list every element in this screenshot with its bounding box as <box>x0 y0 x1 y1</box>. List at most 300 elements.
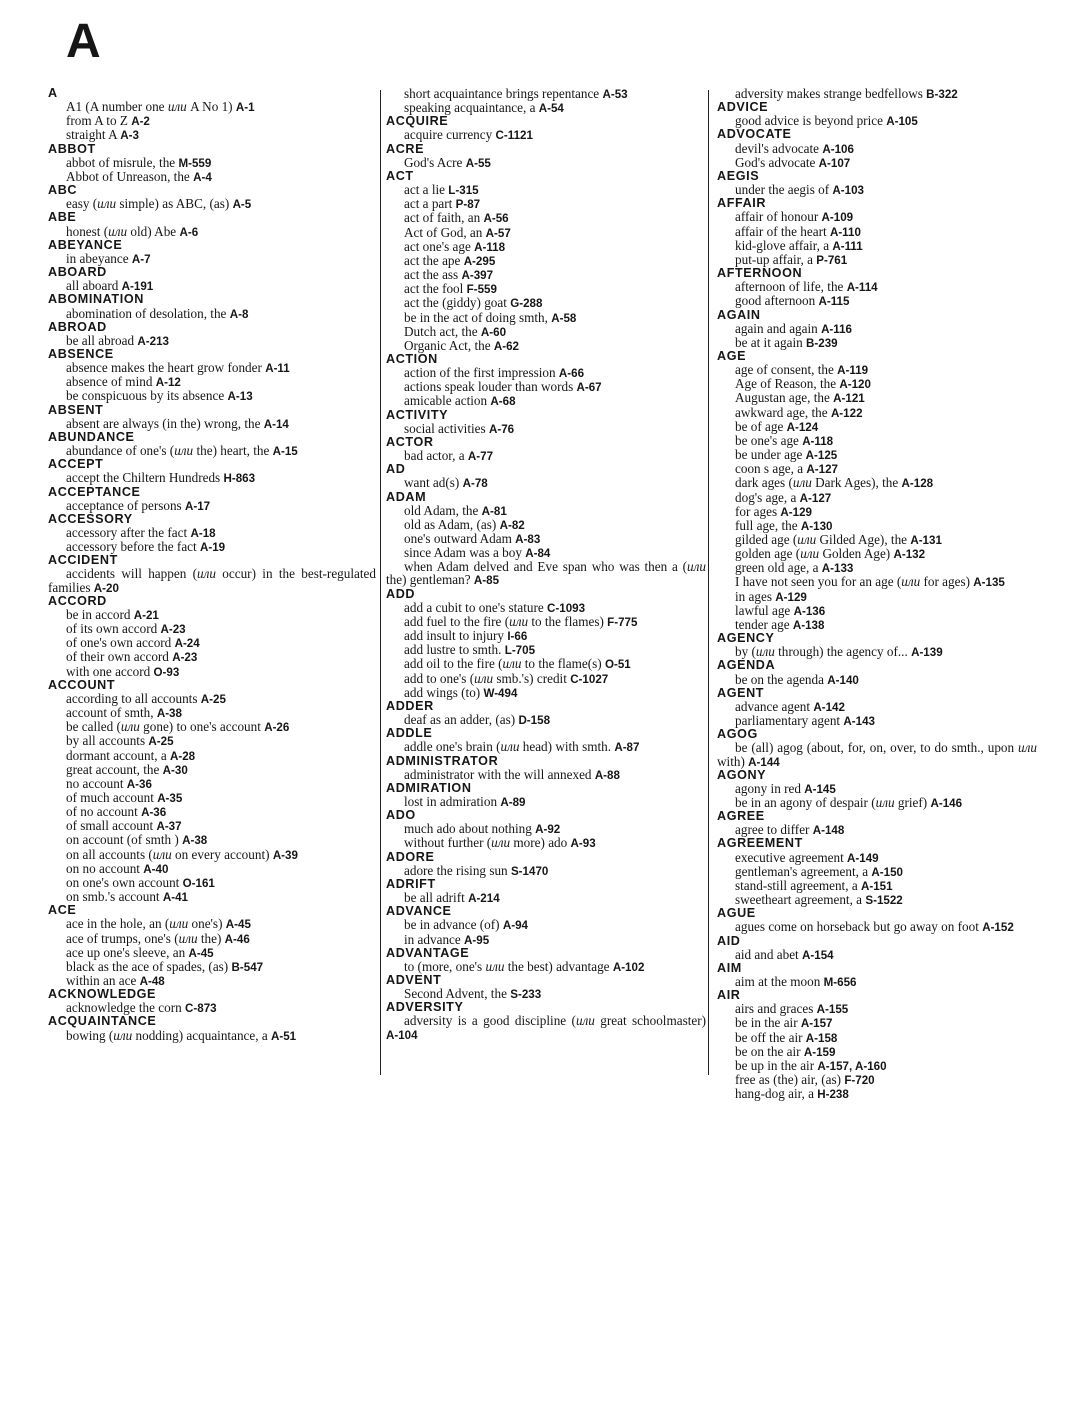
phrase-entry <box>717 1016 1037 1030</box>
phrase-text: afternoon of life, the <box>735 279 847 295</box>
phrase-text: by ( <box>735 644 756 660</box>
phrase-ref: A-60 <box>480 325 507 339</box>
phrase-text: easy ( <box>66 196 98 212</box>
phrase-ref: A-157, A-160 <box>817 1059 887 1073</box>
phrase-entry <box>386 226 706 240</box>
phrase-text: of much account <box>66 789 158 805</box>
phrase-italic-or: или <box>687 559 706 575</box>
headword: ADDER <box>386 698 434 713</box>
phrase-entry <box>48 279 376 293</box>
phrase-text: act of faith, an <box>404 210 484 226</box>
phrase-ref: A-133 <box>821 562 854 576</box>
phrase-ref: A-111 <box>832 239 863 253</box>
phrase-text: of its own accord <box>66 621 161 637</box>
headword: ADMINISTRATOR <box>386 753 499 768</box>
phrase-text: act one's age <box>404 238 475 254</box>
phrase-text: I have not seen you for an age ( <box>735 574 902 590</box>
phrase-text: since Adam was a boy <box>404 545 526 561</box>
phrase-ref: D-158 <box>518 714 551 728</box>
phrase-text-rest: to the flames) <box>528 613 608 629</box>
phrase-ref: A-127 <box>799 491 832 505</box>
phrase-ref: A-214 <box>468 892 500 906</box>
phrase-entry <box>48 749 376 763</box>
phrase-entry <box>48 170 376 184</box>
phrase-text: be one's age <box>735 432 803 448</box>
phrase-entry <box>48 252 376 266</box>
phrase-ref: O-51 <box>604 658 631 672</box>
phrase-ref: A-105 <box>886 115 918 129</box>
phrase-text: God's advocate <box>735 154 819 170</box>
headword: ACQUIRE <box>386 114 449 129</box>
headword: AGREE <box>717 809 765 824</box>
phrase-entry <box>386 504 706 518</box>
phrase-text: on all accounts ( <box>66 846 153 862</box>
phrase-ref: A-140 <box>827 673 859 687</box>
phrase-entry <box>717 700 1037 714</box>
headword: ADRIFT <box>386 876 436 891</box>
headword: ACCEPT <box>48 457 104 472</box>
page-letter: A <box>66 15 101 68</box>
headword: ABSENT <box>48 402 104 417</box>
phrase-entry <box>386 394 706 408</box>
phrase-italic-or: или <box>792 475 812 491</box>
phrase-text: stand-still agreement, a <box>735 877 861 893</box>
phrase-entry <box>48 225 376 239</box>
phrase-text: amicable action <box>404 393 491 409</box>
phrase-ref: P-87 <box>455 198 481 212</box>
phrase-entry <box>386 672 706 686</box>
phrase-text: tender age <box>735 616 793 632</box>
phrase-text: Age of Reason, the <box>735 376 840 392</box>
phrase-ref: A-36 <box>126 777 152 791</box>
phrase-entry <box>717 239 1037 253</box>
phrase-entry <box>717 114 1037 128</box>
phrase-entry <box>386 987 706 1001</box>
phrase-text: be on the air <box>735 1043 804 1059</box>
phrase-ref: A-115 <box>818 295 850 309</box>
phrase-ref: A-148 <box>812 824 845 838</box>
phrase-entry <box>48 375 376 389</box>
phrase-ref: A-28 <box>170 749 196 763</box>
phrase-ref: O-161 <box>182 876 215 890</box>
phrase-entry <box>48 526 376 540</box>
phrase-entry <box>386 740 706 754</box>
phrase-text: awkward age, the <box>735 404 831 420</box>
phrase-text: with one accord <box>66 663 154 679</box>
phrase-italic-or: или <box>178 930 198 946</box>
phrase-ref: A-397 <box>461 269 494 283</box>
phrase-entry <box>48 876 376 890</box>
phrase-ref: A-158 <box>805 1031 838 1045</box>
phrase-entry <box>386 296 706 310</box>
phrase-ref: A-4 <box>193 170 212 184</box>
phrase-ref: A-155 <box>816 1003 849 1017</box>
phrase-text: of no account <box>66 804 142 820</box>
phrase-text-rest: the best) advantage <box>504 958 613 974</box>
phrase-ref: A-39 <box>272 848 298 862</box>
headword: ACRE <box>386 141 425 156</box>
phrase-text: add lustre to smth. <box>404 642 505 658</box>
phrase-entry <box>386 183 706 197</box>
headword: ACTION <box>386 351 438 366</box>
phrase-entry <box>386 240 706 254</box>
headword: AID <box>717 933 741 948</box>
phrase-entry <box>48 862 376 876</box>
phrase-ref: A-55 <box>465 156 491 170</box>
phrase-text: by all accounts <box>66 733 149 749</box>
phrase-text: affair of honour <box>735 209 822 225</box>
phrase-entry <box>48 1001 376 1015</box>
phrase-entry <box>386 101 706 115</box>
phrase-ref: F-720 <box>844 1074 875 1088</box>
phrase-entry <box>386 960 706 974</box>
phrase-entry <box>717 505 1037 519</box>
phrase-ref: A-81 <box>481 504 507 518</box>
phrase-ref: A-20 <box>93 581 119 595</box>
phrase-text: bad actor, a <box>404 448 468 464</box>
phrase-text: full age, the <box>735 517 801 533</box>
phrase-entry <box>717 462 1037 476</box>
headword: ACTOR <box>386 434 434 449</box>
phrase-ref: A-146 <box>930 796 963 810</box>
phrase-entry <box>386 532 706 546</box>
phrase-entry <box>48 946 376 960</box>
phrase-text: addle one's brain ( <box>404 739 501 755</box>
phrase-text: within an ace <box>66 973 140 988</box>
phrase-ref: A-107 <box>818 156 851 170</box>
phrase-text-rest: Golden Age) <box>819 546 894 562</box>
headword: AGONY <box>717 767 767 782</box>
phrase-entry <box>48 608 376 622</box>
phrase-ref: A-66 <box>558 367 585 381</box>
phrase-entry <box>48 471 376 485</box>
phrase-ref: M-656 <box>823 976 857 989</box>
phrase-entry <box>386 822 706 836</box>
phrase-ref: A-136 <box>793 604 826 618</box>
phrase-italic-or: или <box>197 566 216 582</box>
phrase-ref: A-25 <box>148 735 174 749</box>
phrase-text-rest: head) with smth. <box>519 739 615 755</box>
phrase-ref: A-139 <box>911 646 943 660</box>
phrase-text: dog's age, a <box>735 489 800 505</box>
phrase-ref: A-118 <box>802 434 834 448</box>
headword: AGENT <box>717 685 765 700</box>
phrase-text: be under age <box>735 447 806 463</box>
phrase-italic-or: или <box>875 794 895 810</box>
headword: ADVERSITY <box>386 1000 464 1015</box>
phrase-entry <box>48 974 376 988</box>
phrase-entry <box>717 491 1037 505</box>
phrase-entry <box>717 377 1037 391</box>
phrase-text: put-up affair, a <box>735 251 817 267</box>
headword: ABSENCE <box>48 346 114 361</box>
phrase-entry <box>386 156 706 170</box>
phrase-ref: A-130 <box>800 519 833 533</box>
phrase-italic-or: или <box>575 1013 595 1029</box>
phrase-text: much ado about nothing <box>404 821 536 837</box>
phrase-text-rest: gone) to one's account <box>139 719 265 735</box>
phrase-ref: A-30 <box>162 763 188 777</box>
phrase-entry <box>717 363 1037 377</box>
phrase-ref: A-3 <box>120 129 139 143</box>
phrase-ref: S-1470 <box>510 864 549 878</box>
phrase-entry <box>386 380 706 394</box>
phrase-text: Organic Act, the <box>404 337 494 353</box>
phrase-entry <box>717 225 1037 239</box>
phrase-ref: F-775 <box>607 615 638 629</box>
phrase-ref: A-12 <box>155 376 181 390</box>
phrase-ref: A-82 <box>499 518 525 532</box>
phrase-text: act the fool <box>404 281 467 297</box>
phrase-entry <box>386 339 706 353</box>
phrase-entry <box>717 1045 1037 1059</box>
phrase-ref: A-149 <box>847 851 879 865</box>
phrase-entry <box>48 777 376 791</box>
phrase-text: old Adam, the <box>404 502 482 518</box>
headword: AGOG <box>717 727 758 742</box>
phrase-ref: A-46 <box>224 932 250 946</box>
phrase-entry <box>386 768 706 782</box>
phrase-entry <box>386 366 706 380</box>
phrase-entry <box>386 918 706 932</box>
phrase-entry <box>48 819 376 833</box>
phrase-text: God's Acre <box>404 154 466 170</box>
phrase-entry <box>717 851 1037 865</box>
phrase-text: Augustan age, the <box>735 390 834 406</box>
phrase-text: adversity makes strange bedfellows <box>735 86 927 101</box>
phrase-ref: A-84 <box>525 547 551 561</box>
phrase-text: affair of the heart <box>735 223 830 239</box>
phrase-ref: A-56 <box>483 212 509 226</box>
headword: ADDLE <box>386 726 433 741</box>
phrase-entry <box>48 720 376 734</box>
headword: ADVOCATE <box>717 127 792 142</box>
phrase-text: agues come on horseback but go away on foot <box>735 919 983 935</box>
phrase-entry <box>48 848 376 862</box>
phrase-entry <box>717 893 1037 907</box>
phrase-text: free as (the) air, (as) <box>735 1072 845 1088</box>
phrase-entry <box>48 665 376 679</box>
headword: ADVANTAGE <box>386 945 470 960</box>
phrase-entry <box>386 1014 706 1041</box>
phrase-text: act the ape <box>404 252 464 268</box>
phrase-text: be in advance (of) <box>404 917 503 933</box>
headword: ABBOT <box>48 141 96 156</box>
phrase-ref: A-95 <box>464 933 490 947</box>
phrase-text: accept the Chiltern Hundreds <box>66 470 224 486</box>
phrase-text: agony in red <box>735 780 805 796</box>
phrase-ref: A-142 <box>813 700 845 714</box>
headword: ADMIRATION <box>386 780 472 795</box>
phrase-ref: A-131 <box>910 534 942 547</box>
phrase-entry <box>48 307 376 321</box>
phrase-entry <box>717 253 1037 267</box>
phrase-text: sweetheart agreement, a <box>735 892 866 908</box>
phrase-text: for ages <box>735 503 781 519</box>
phrase-entry <box>717 434 1037 448</box>
phrase-italic-or: или <box>755 644 775 660</box>
phrase-ref: A-110 <box>829 225 861 239</box>
phrase-text: one's outward Adam <box>404 531 516 546</box>
phrase-text-rest: smb.'s) credit <box>493 670 571 686</box>
phrase-entry <box>717 1073 1037 1087</box>
phrase-italic-or: или <box>169 916 189 932</box>
phrase-ref: A-62 <box>493 339 519 353</box>
phrase-entry <box>386 546 706 560</box>
phrase-text-rest: grief) <box>894 794 931 810</box>
phrase-text: ace of trumps, one's ( <box>66 930 179 946</box>
phrase-ref: A-51 <box>271 1029 297 1043</box>
phrase-text: gentleman's agreement, a <box>735 863 872 879</box>
phrase-ref: A-23 <box>172 651 198 665</box>
phrase-text: from A to Z <box>66 113 132 129</box>
phrase-ref: A-26 <box>264 721 290 735</box>
phrase-text: on smb.'s account <box>66 889 163 905</box>
phrase-ref: A-1 <box>235 101 255 115</box>
phrase-ref: A-102 <box>612 960 645 974</box>
phrase-entry <box>48 334 376 348</box>
phrase-text: add oil to the fire ( <box>404 656 503 672</box>
phrase-ref: A-36 <box>141 806 167 820</box>
phrase-text: be on the agenda <box>735 671 828 687</box>
phrase-entry <box>386 128 706 142</box>
phrase-entry <box>717 948 1037 962</box>
phrase-ref: A-17 <box>185 499 211 513</box>
headword: ABE <box>48 210 77 225</box>
phrase-text: be of age <box>735 418 787 434</box>
phrase-text-rest: one's) <box>188 916 226 932</box>
phrase-entry <box>717 336 1037 350</box>
phrase-entry <box>48 636 376 650</box>
phrase-ref: A-128 <box>901 477 934 491</box>
headword: AIR <box>717 988 741 1003</box>
phrase-entry <box>386 643 706 657</box>
headword: ACQUAINTANCE <box>48 1014 157 1029</box>
phrase-ref: A-92 <box>535 823 561 837</box>
phrase-entry <box>717 87 1037 101</box>
phrase-entry <box>48 734 376 748</box>
phrase-ref: A-15 <box>272 445 298 459</box>
phrase-text: be (all) agog (about, for, on, over, to do smth., upon <box>735 740 1019 756</box>
phrase-text: according to all accounts <box>66 690 201 706</box>
phrase-text-rest: simple) as ABC, (as) <box>116 196 233 212</box>
phrase-text: adore the rising sun <box>404 862 511 878</box>
phrase-ref: A-78 <box>462 477 488 491</box>
phrase-entry <box>717 561 1037 575</box>
phrase-italic-or: или <box>491 835 511 851</box>
phrase-entry <box>717 391 1037 405</box>
phrase-entry <box>48 791 376 805</box>
phrase-text: acquire currency <box>404 127 496 143</box>
phrase-entry <box>717 1031 1037 1045</box>
headword: AGENDA <box>717 658 776 673</box>
phrase-entry <box>717 406 1037 420</box>
phrase-entry <box>48 114 376 128</box>
phrase-entry <box>717 714 1037 728</box>
phrase-ref: S-1522 <box>865 894 903 908</box>
phrase-entry <box>48 417 376 431</box>
phrase-italic-or: или <box>97 196 117 212</box>
headword: AIM <box>717 960 742 975</box>
phrase-text: honest ( <box>66 223 109 239</box>
phrase-text: action of the first impression <box>404 365 559 381</box>
phrase-ref: A-143 <box>843 715 875 729</box>
phrase-ref: A-103 <box>832 184 864 198</box>
phrase-entry <box>48 763 376 777</box>
phrase-text: add fuel to the fire ( <box>404 613 510 629</box>
headword: AFTERNOON <box>717 266 803 281</box>
phrase-entry <box>48 833 376 847</box>
phrase-ref: A-132 <box>893 548 926 562</box>
phrase-text: act a lie <box>404 182 449 198</box>
phrase-text: Abbot of Unreason, the <box>66 168 194 184</box>
phrase-entry <box>717 210 1037 224</box>
phrase-text-rest: the) gentleman? <box>386 572 474 588</box>
phrase-ref: L-315 <box>448 184 479 198</box>
phrase-text: add to one's ( <box>404 670 475 686</box>
phrase-italic-or: или <box>174 443 194 459</box>
phrase-text: kid-glove affair, a <box>735 237 833 253</box>
headword: AGREEMENT <box>717 836 803 851</box>
phrase-text: no account <box>66 775 127 791</box>
phrase-entry <box>717 547 1037 561</box>
phrase-ref: A-57 <box>485 226 511 240</box>
phrase-entry <box>48 389 376 403</box>
phrase-italic-or: или <box>800 546 820 562</box>
phrase-entry <box>717 645 1037 659</box>
phrase-entry <box>48 540 376 554</box>
phrase-ref: A-38 <box>156 707 182 721</box>
phrase-entry <box>717 519 1037 533</box>
phrase-entry <box>717 420 1037 434</box>
phrase-entry <box>717 782 1037 796</box>
headword: AD <box>386 462 406 477</box>
phrase-ref: A-45 <box>225 918 251 932</box>
phrase-text: Act of God, an <box>404 224 486 240</box>
phrase-ref: A-94 <box>502 919 528 933</box>
phrase-entry <box>386 713 706 727</box>
headword: ABEYANCE <box>48 237 123 252</box>
phrase-italic-or: или <box>474 670 494 686</box>
phrase-text: add a cubit to one's stature <box>404 599 548 615</box>
phrase-ref: A-21 <box>133 608 159 622</box>
phrase-ref: A-145 <box>804 782 836 796</box>
phrase-text: airs and graces <box>735 1001 817 1017</box>
phrase-ref: A-159 <box>803 1045 836 1059</box>
phrase-ref: A-119 <box>837 364 869 378</box>
headword: ACE <box>48 903 77 918</box>
phrase-text: hang-dog air, a <box>735 1086 818 1102</box>
phrase-entry <box>717 322 1037 336</box>
headword: ADD <box>386 586 416 601</box>
phrase-ref: A-144 <box>748 755 780 769</box>
phrase-text: when Adam delved and Eve span who was then a ( <box>404 559 688 575</box>
headword: ABOMINATION <box>48 292 144 307</box>
phrase-text: gilded age ( <box>735 532 798 547</box>
phrase-text: account of smth, <box>66 705 157 721</box>
phrase-text: good afternoon <box>735 293 819 309</box>
phrase-text: black as the ace of spades, (as) <box>66 958 232 974</box>
headword: ACCORD <box>48 593 107 608</box>
phrase-text-rest: occur) in the best-regulated families <box>48 566 376 595</box>
headword: ACTIVITY <box>386 407 449 422</box>
phrase-ref: A-129 <box>775 590 807 604</box>
phrase-ref: A-77 <box>467 450 494 464</box>
column-3 <box>717 87 1037 1101</box>
phrase-entry <box>386 325 706 339</box>
phrase-text: be in the act of doing smth, <box>404 309 552 325</box>
phrase-entry <box>48 444 376 458</box>
